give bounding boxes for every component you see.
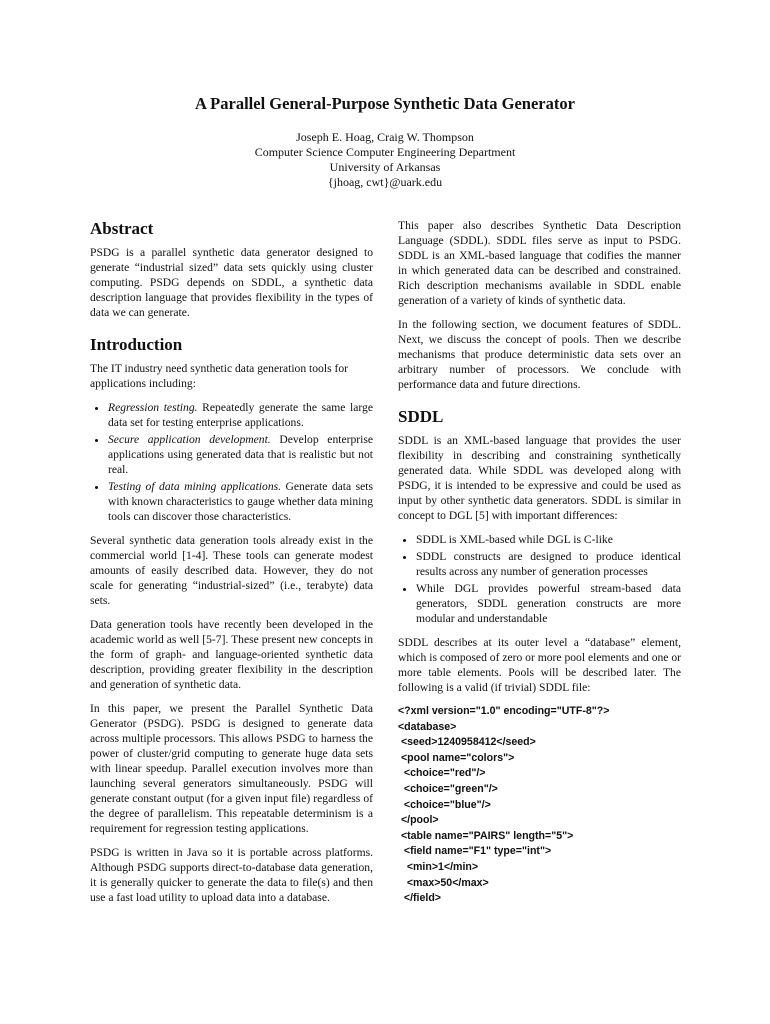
- bullet-text: Repeatedly generate the same large data set for testing enterprise applications.: [108, 401, 373, 429]
- sddl-paragraph-1: SDDL is an XML-based language that provides the user flexibility in describing and constraining synthetically generated data. While SDDL was developed along with PSDG, it is intended to be expressive and could be used as input by other synthetic data generators. SDDL is similar in concept to DGL [5] with important differences:: [398, 434, 681, 522]
- code-line: </pool>: [398, 814, 439, 827]
- sddl-code-listing: [398, 704, 681, 907]
- list-item: [108, 400, 373, 430]
- intro-bullet-list: [90, 400, 373, 524]
- code-line: <?xml version="1.0" encoding="UTF-8"?>: [398, 705, 610, 717]
- code-line: <table name="PAIRS" length="5">: [398, 829, 574, 842]
- bullet-text: Develop enterprise applications using generated data that is realistic but not real.: [108, 433, 373, 476]
- sddl-paragraph-2: SDDL describes at its outer level a “database” element, which is composed of zero or more pool elements and one or more table elements. Pools will be described later. The following is a valid (if trivial) SDDL file:: [398, 636, 681, 694]
- author-names: Joseph E. Hoag, Craig W. Thompson: [296, 130, 474, 144]
- list-item: • SDDL is XML-based while DGL is C-like: [416, 532, 681, 547]
- code-line: <choice="red"/>: [398, 767, 486, 780]
- outline-paragraph: In the following section, we document features of SDDL. Next, we discuss the concept of pools. Then we describe mechanisms that produce deterministic data sets over an arbitrary number of processors. We conclude with performance data and future directions.: [398, 318, 681, 391]
- list-item: • SDDL constructs are designed to produce identical results across any number of generation processes: [416, 549, 681, 579]
- sddl-intro-paragraph: This paper also describes Synthetic Data Description Language (SDDL). SDDL files serve as input to PSDG. SDDL is an XML-based language that codifies the manner in which generated data can be described and constrained. Rich description mechanisms available in SDDL enable generation of a variety of kinds of synthetic data.: [398, 219, 681, 307]
- paper-title: A Parallel General-Purpose Synthetic Data Generator: [195, 94, 575, 113]
- code-line: <choice="green"/>: [398, 782, 498, 795]
- code-line: <field name="F1" type="int">: [398, 845, 552, 858]
- intro-paragraph-3: Data generation tools have recently been developed in the academic world as well [5-7]. These present new concepts in the form of graph- and language-oriented synthetic data description, providing greater flexibility in the description and generation of synthetic data.: [90, 618, 373, 691]
- abstract-text: PSDG is a parallel synthetic data generator designed to generate “industrial sized” data sets quickly using cluster computing. PSDG depends on SDDL, a synthetic data description language that provides flexibility in the types of data we can generate.: [90, 246, 373, 319]
- author-university: University of Arkansas: [329, 160, 441, 174]
- code-line: </field>: [398, 892, 441, 905]
- code-line: <max>50</max>: [398, 876, 489, 889]
- list-item: [108, 479, 373, 524]
- bullet-term: Testing of data mining applications.: [108, 480, 282, 493]
- list-item: • While DGL provides powerful stream-based data generators, SDDL generation constructs are more modular and understandable: [416, 581, 681, 626]
- right-column: [398, 218, 681, 907]
- bullet-term: Secure application development.: [108, 433, 271, 446]
- code-line: <pool name="colors">: [398, 751, 515, 764]
- abstract-heading: Abstract: [90, 219, 154, 238]
- bullet-text: Generate data sets with known characteristics to gauge whether data mining tools can discover those characteristics.: [108, 480, 373, 523]
- sddl-bullet-list: [398, 532, 681, 626]
- sddl-heading: SDDL: [398, 407, 444, 426]
- author-email: {jhoag, cwt}@uark.edu: [327, 175, 443, 189]
- intro-paragraph-5: PSDG is written in Java so it is portable across platforms. Although PSDG supports direct-to-database data generation, it is generally quicker to generate the data to file(s) and then use a fast load utility to upload data into a database.: [90, 846, 373, 904]
- code-line: <min>1</min>: [398, 860, 479, 873]
- intro-paragraph-4: In this paper, we present the Parallel Synthetic Data Generator (PSDG). PSDG is designed to generate data across multiple processors. This allows PSDG to harness the power of cluster/grid computing to generate huge data sets with linear speedup. Parallel execution involves more than launching several generators simultaneously. PSDG will generate constant output (for a given input file) regardless of the degree of parallelism. This repeatable determinism is a requirement for regression testing applications.: [90, 702, 373, 835]
- code-line: <seed>1240958412</seed>: [398, 736, 536, 749]
- left-column: [90, 218, 373, 914]
- bullet-term: Regression testing.: [108, 401, 198, 414]
- intro-paragraph-2: Several synthetic data generation tools already exist in the commercial world [1-4]. These tools can generate modest amounts of easily described data. However, they do not scale for generating “industrial-sized” (i.e., terabyte) data sets.: [90, 534, 373, 607]
- introduction-heading: Introduction: [90, 335, 183, 354]
- code-line: <database>: [398, 720, 457, 733]
- list-item: [108, 432, 373, 477]
- author-block: [0, 130, 770, 190]
- author-department: Computer Science Computer Engineering Department: [254, 145, 516, 159]
- intro-paragraph-1: The IT industry need synthetic data generation tools for applications including:: [90, 362, 348, 390]
- code-line: <choice="blue"/>: [398, 798, 491, 811]
